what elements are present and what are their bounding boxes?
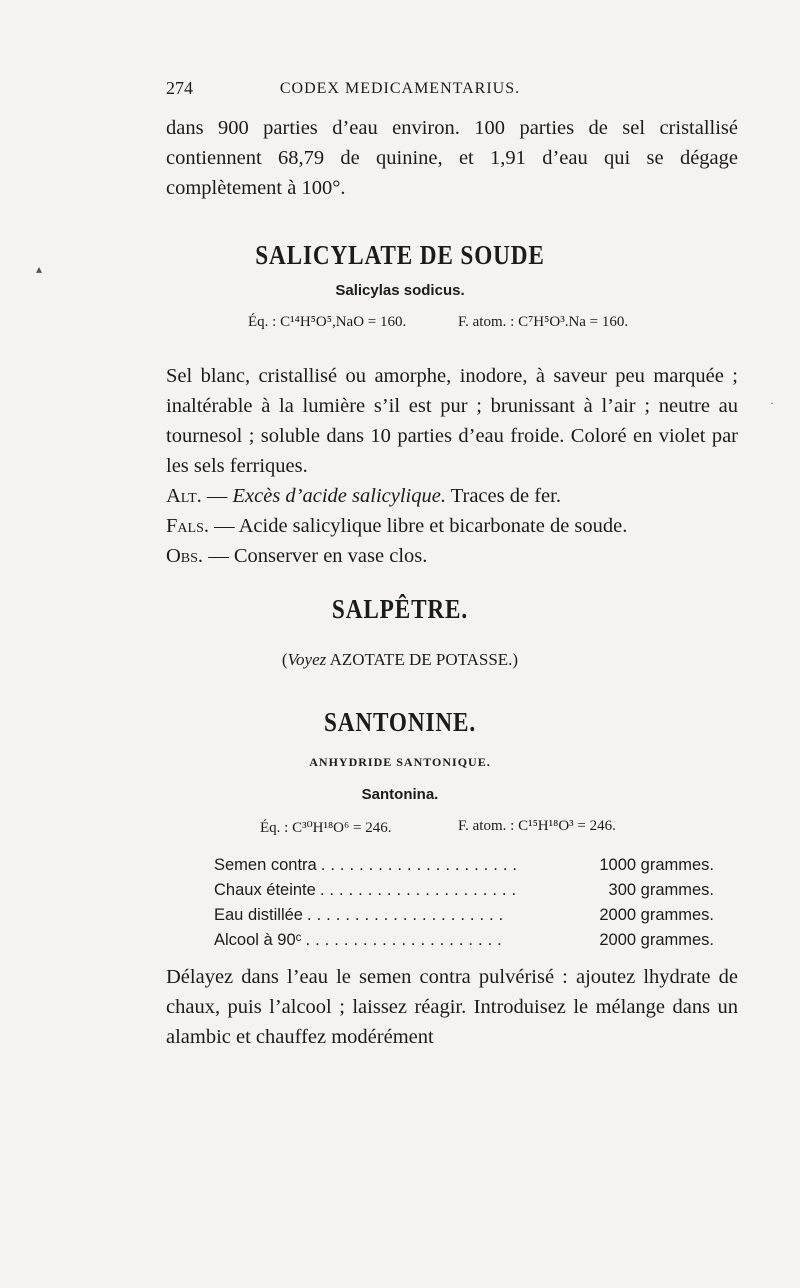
ingredient-row <box>214 900 714 925</box>
ingredient-row <box>214 875 714 900</box>
eq-formula: C³⁰H¹⁸O⁶ = 246. <box>292 820 392 836</box>
ingredient-name: Eau distillée <box>214 906 303 924</box>
ingredient-row <box>214 850 714 875</box>
ingredient-quantity: 2000 grammes. <box>599 906 714 924</box>
ingredient-list <box>214 850 714 950</box>
fals-text: — Acide salicylique libre et bicarbonate de soude. <box>208 515 628 537</box>
ingredient-row <box>214 925 714 950</box>
alt-italic: Excès d’acide salicylique. <box>232 485 446 507</box>
eq-formula: C¹⁴H⁵O⁵,NaO = 160. <box>280 314 407 330</box>
obs-label: Obs. <box>166 545 204 567</box>
salicylate-description-block <box>166 361 738 571</box>
salicylate-latin-name: Salicylas sodicus. <box>335 282 465 299</box>
salpetre-title: SALPÊTRE. <box>331 594 469 624</box>
leader-dots: ..................... <box>305 931 507 949</box>
santonine-title: SANTONINE. <box>323 707 477 737</box>
santonine-equivalent-formula <box>260 818 391 837</box>
obs-line <box>166 541 738 571</box>
page-number: 274 <box>166 78 193 98</box>
eq-label: Éq. : <box>248 314 281 330</box>
santonine-latin-name: Santonina. <box>361 786 439 803</box>
salicylate-atomic-formula <box>458 314 628 331</box>
leader-dots: ..................... <box>320 856 523 874</box>
eq-label: Éq. : <box>260 820 293 836</box>
ingredient-quantity: 2000 grammes. <box>599 931 714 949</box>
fals-line <box>166 511 738 541</box>
atom-formula: C⁷H⁵O³.Na = 160. <box>518 314 629 330</box>
atom-label: F. atom. : <box>458 314 519 330</box>
alt-label: Alt. <box>166 485 202 507</box>
ingredient-quantity: 1000 grammes. <box>599 856 714 874</box>
voyez-rest: AZOTATE DE POTASSE.) <box>326 650 519 669</box>
alt-dash: — <box>201 485 233 507</box>
atom-formula: C¹⁵H¹⁸O³ = 246. <box>518 818 616 834</box>
atom-label: F. atom. : <box>458 818 519 834</box>
margin-speck: ▴ <box>36 262 43 276</box>
voyez-italic: Voyez <box>287 650 327 669</box>
top-paragraph: dans 900 parties d’eau environ. 100 parties de sel cristallisé contiennent 68,79 de quinine, et 1,91 d’eau qui se dégage complètement à 100°. <box>166 117 738 199</box>
santonine-subtitle: ANHYDRIDE SANTONIQUE. <box>309 755 491 769</box>
salicylate-description: Sel blanc, cristallisé ou amorphe, inodore, à saveur peu marquée ; inaltérable à la lumière s’il est pur ; brunissant à l’air ; neutre au tournesol ; soluble dans 10 parties d’eau froide. Coloré en violet par les sels ferriques. <box>166 365 738 477</box>
leader-dots: ..................... <box>319 881 522 899</box>
ingredient-name: Alcool à 90ᶜ <box>214 931 302 949</box>
ingredient-quantity: 300 grammes. <box>608 881 714 899</box>
santonine-instructions: Délayez dans l’eau le semen contra pulvérisé : ajoutez lhydrate de chaux, puis l’alcool ; laissez réagir. Introduisez le mélange dans un alambic et chauffez modérément <box>166 966 738 1048</box>
alt-rest: Traces de fer. <box>445 485 561 507</box>
obs-text: — Conserver en vase clos. <box>203 545 428 567</box>
salpetre-cross-reference <box>0 650 800 670</box>
ingredient-name: Semen contra <box>214 856 317 874</box>
alt-line <box>166 481 738 511</box>
leader-dots: ..................... <box>306 906 509 924</box>
salicylate-equivalent-formula <box>248 314 406 331</box>
voyez-open: ( <box>281 650 288 669</box>
ingredient-name: Chaux éteinte <box>214 881 316 899</box>
fals-label: Fals. <box>166 515 209 537</box>
running-title: CODEX MEDICAMENTARIUS. <box>279 80 521 97</box>
margin-speck: · <box>770 396 774 410</box>
santonine-atomic-formula <box>458 818 616 835</box>
salicylate-title: SALICYLATE DE SOUDE <box>255 240 545 270</box>
